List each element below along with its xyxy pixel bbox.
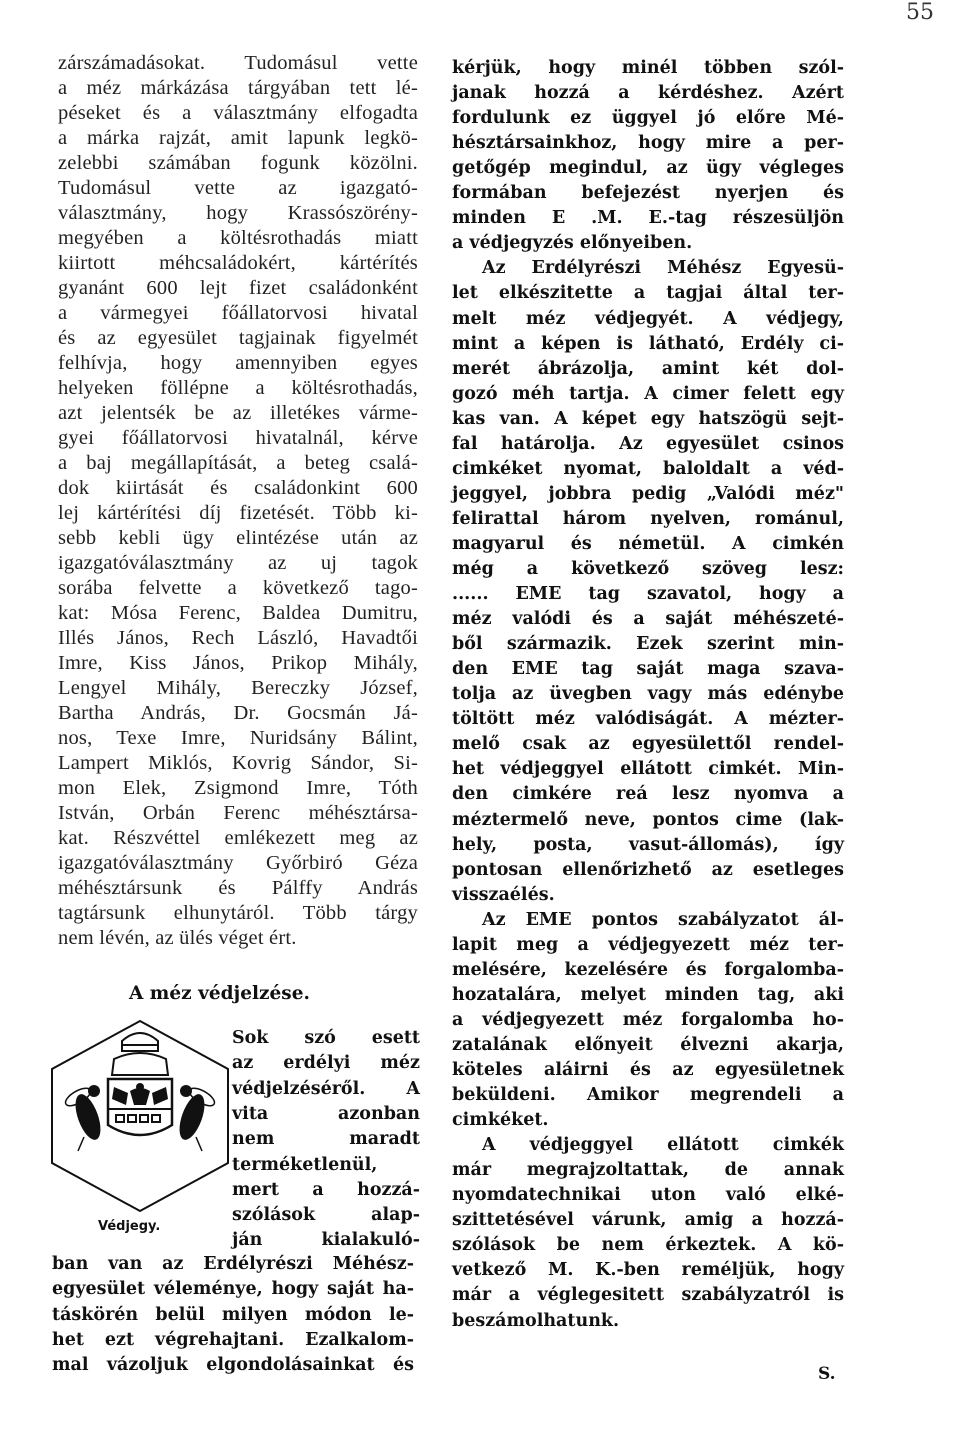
text-line: méhésztársunk és Pálffy András: [58, 877, 418, 899]
text-line: a méz márkázása tárgyában tett lé-: [58, 77, 418, 99]
text-line: köteles aláirni és az egyesületnek: [452, 1060, 844, 1080]
text-line: egyesület véleménye, hogy saját ha-: [52, 1279, 414, 1300]
text-line: a védjegyzés előnyeiben.: [452, 233, 693, 254]
text-line: Sok szó esett: [232, 1028, 420, 1048]
text-line: beszámolhatunk.: [452, 1310, 620, 1331]
text-line: táskörén belül milyen módon le-: [52, 1304, 414, 1325]
text-line: zatalának előnyeit élvezni akarja,: [452, 1034, 844, 1055]
text-line: terméketlenül,: [232, 1154, 378, 1175]
text-line: getőgép megindul, az ügy végleges: [452, 158, 844, 179]
text-line: nem maradt: [232, 1129, 420, 1150]
text-line: Az EME pontos szabályzatot ál-: [482, 909, 844, 930]
text-line: lej kártérítési díj fizetését. Több ki-: [58, 502, 418, 524]
text-line: megyében a költésrothadás miatt: [58, 227, 418, 249]
text-line: melő csak az egyesülettől rendel-: [452, 734, 844, 755]
text-line: még a következő szöveg lesz:: [452, 559, 844, 579]
text-line: hésztársainkhoz, hogy mire a per-: [452, 133, 844, 154]
text-line: beküldeni. Amikor megrendeli a: [452, 1085, 844, 1106]
text-line: cimkéket.: [452, 1110, 549, 1131]
text-line: nyomdatechnikai uton való elké-: [452, 1185, 844, 1206]
text-line: fal határolja. Az egyesület csinos: [452, 433, 844, 454]
text-line: nos, Texe Imre, Nuridsány Bálint,: [58, 727, 418, 749]
text-line: a baj megállapítását, a beteg csalá-: [58, 452, 418, 474]
text-line: hozatalára, melyet minden tag, aki: [452, 984, 844, 1005]
text-line: ...... EME tag szavatol, hogy a: [452, 584, 844, 605]
text-line: és az egyesület tagjainak figyelmét: [58, 327, 418, 349]
text-line: igazgatóválasztmány Győrbiró Géza: [58, 852, 418, 874]
text-line: tolja az üvegben vagy más edénybe: [452, 684, 844, 705]
text-line: melésére, kezelésére és forgalomba-: [452, 959, 844, 980]
text-line: pontosan ellenőrizhető az esetleges: [452, 859, 844, 880]
text-line: merét ábrázolja, amint két dol-: [452, 358, 844, 379]
text-line: dok kiirtását és családonkint 600: [58, 477, 418, 499]
text-line: A védjeggyel ellátott cimkék: [482, 1135, 844, 1156]
text-line: ből származik. Ezek szerint min-: [452, 634, 844, 655]
text-line: a vármegyei főállatorvosi hivatal: [58, 302, 418, 324]
text-line: a védjegyezett méz forgalomba ho-: [452, 1009, 844, 1030]
text-line: het védjeggyel ellátott cimkét. Min-: [452, 759, 844, 780]
text-line: kat: Mósa Ferenc, Baldea Dumitru,: [58, 602, 418, 624]
text-line: vita azonban: [232, 1103, 420, 1124]
text-line: let elkészitette a tagjai által ter-: [452, 283, 844, 304]
text-line: nem lévén, az ülés véget ért.: [58, 927, 297, 949]
text-line: mint a képen is látható, Erdély ci-: [452, 333, 844, 354]
text-line: már a véglegesitett szabályzatról is: [452, 1285, 844, 1306]
text-line: visszaélés.: [452, 884, 555, 905]
page-number: 55: [906, 0, 934, 25]
text-line: igazgatóválasztmány az uj tagok: [58, 552, 418, 574]
text-line: gyanánt 600 lejt fizet családonként: [58, 277, 418, 299]
text-line: Az Erdélyrészi Méhész Egyesü-: [482, 258, 844, 279]
text-line: választmány, hogy Krassószörény-: [58, 202, 418, 224]
text-line: Illés János, Rech László, Havadtői: [58, 627, 418, 649]
text-line: hely, posta, vasut-állomás), így: [452, 834, 844, 855]
text-line: méztermelő neve, pontos cime (lak-: [452, 809, 844, 830]
text-line: Lengyel Mihály, Bereczky József,: [58, 677, 418, 699]
text-line: zelebbi számában fogunk közölni.: [58, 152, 418, 174]
text-line: mert a hozzá-: [232, 1179, 420, 1200]
trademark-emblem: [48, 1017, 232, 1215]
text-line: cimkéket nyomat, baloldalt a véd-: [452, 458, 844, 479]
text-line: sorába felvette a következő tago-: [58, 577, 418, 599]
text-line: ban van az Erdélyrészi Méhész-: [52, 1254, 414, 1274]
text-line: szólások alap-: [232, 1205, 420, 1226]
signature: S.: [818, 1364, 836, 1384]
text-line: janak hozzá a kérdéshez. Azért: [452, 83, 844, 104]
text-line: zárszámadásokat. Tudomásul vette: [58, 52, 418, 74]
text-line: szittetésével várunk, amig a hozzá-: [452, 1210, 844, 1231]
text-line: szólások be nem érkeztek. A kö-: [452, 1235, 844, 1256]
text-line: Tudomásul vette az igazgató-: [58, 177, 418, 199]
text-line: Imre, Kiss János, Prikop Mihály,: [58, 652, 418, 674]
text-line: kérjük, hogy minél többen szól-: [452, 58, 844, 78]
text-line: ján kialakuló-: [232, 1230, 420, 1251]
text-line: jeggyel, jobbra pedig „Valódi méz": [452, 483, 844, 504]
text-line: töltött méz valódiságát. A mézter-: [452, 709, 844, 730]
text-line: mon Elek, Zsigmond Imre, Tóth: [58, 777, 418, 799]
text-line: Lampert Miklós, Kovrig Sándor, Si-: [58, 752, 418, 774]
text-line: sebb kebli ügy elintézése után az: [58, 527, 418, 549]
text-line: péseket és a választmány elfogadta: [58, 102, 418, 124]
text-line: gozó méh tartja. A cimer felett egy: [452, 383, 844, 404]
emblem-caption: Védjegy.: [98, 1219, 161, 1234]
text-line: kat. Részvéttel emlékezett meg az: [58, 827, 418, 849]
text-line: magyarul és németül. A cimkén: [452, 533, 844, 554]
text-line: már megrajzoltattak, de annak: [452, 1160, 844, 1181]
text-line: tagtársunk elhunytáról. Több tárgy: [58, 902, 418, 924]
text-line: kiirtott méhcsaládokért, kártérítés: [58, 252, 418, 274]
text-line: gyei főállatorvosi hivatalnál, kérve: [58, 427, 418, 449]
section-heading: A méz védjelzése.: [129, 983, 310, 1004]
text-line: het ezt végrehajtani. Ezalkalom-: [52, 1329, 414, 1350]
text-line: védjelzéséről. A: [232, 1078, 420, 1099]
text-line: a márka rajzát, amit lapunk legkö-: [58, 127, 418, 149]
text-line: felhívja, hogy amennyiben egyes: [58, 352, 418, 374]
text-line: az erdélyi méz: [232, 1053, 420, 1074]
text-line: formában befejezést nyerjen és: [452, 183, 844, 204]
text-line: helyeken föllépne a költésrothadás,: [58, 377, 418, 399]
text-line: fordulunk ez üggyel jó előre Mé-: [452, 108, 844, 129]
text-line: den cimkére reá lesz nyomva a: [452, 784, 844, 805]
text-line: méz valódi és a saját méhészeté-: [452, 609, 844, 630]
text-line: vetkező M. K.-ben reméljük, hogy: [452, 1260, 844, 1281]
text-line: lapit meg a védjegyezett méz ter-: [452, 934, 844, 955]
text-line: felirattal három nyelven, románul,: [452, 508, 844, 529]
text-line: mal vázoljuk elgondolásainkat és: [52, 1355, 414, 1376]
text-line: István, Orbán Ferenc méhésztársa-: [58, 802, 418, 824]
text-line: minden E .M. E.-tag részesüljön: [452, 208, 844, 229]
text-line: Bartha András, Dr. Gocsmán Já-: [58, 702, 418, 724]
text-line: den EME tag saját maga szava-: [452, 659, 844, 680]
text-line: kas van. A képet egy hatszögü sejt-: [452, 408, 844, 429]
text-line: melt méz védjegyét. A védjegy,: [452, 308, 844, 329]
text-line: azt jelentsék be az illetékes várme-: [58, 402, 418, 424]
